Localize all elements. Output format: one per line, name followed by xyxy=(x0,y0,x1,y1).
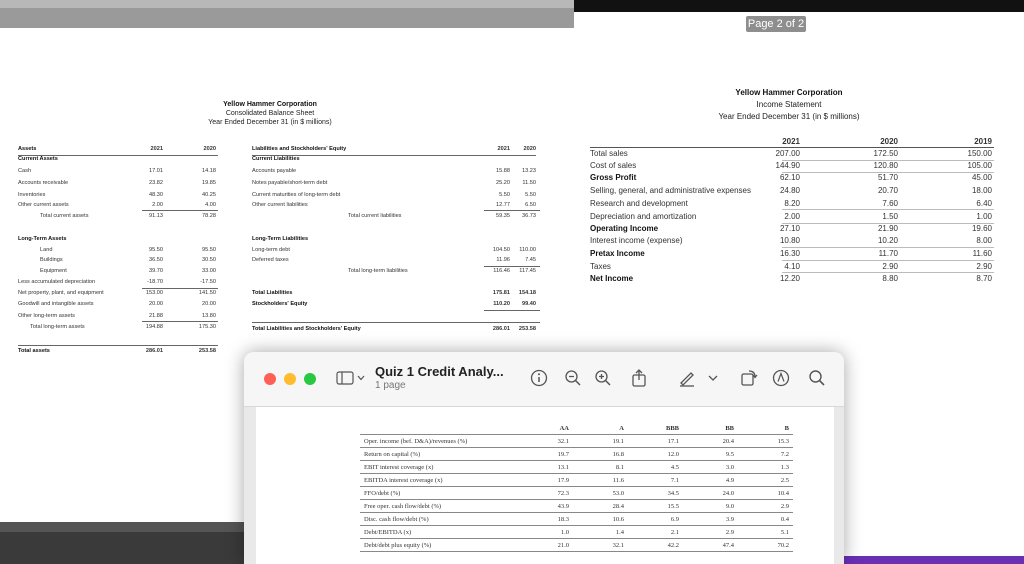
ratio-value: 34.5 xyxy=(628,487,683,500)
ratio-value: 18.3 xyxy=(518,513,573,526)
rule-line xyxy=(782,260,994,261)
is-row-label: Gross Profit xyxy=(590,173,637,182)
rule-line xyxy=(782,160,994,161)
page-indicator-badge: Page 2 of 2 xyxy=(747,18,805,30)
rating-header-b: B xyxy=(738,422,793,435)
rotate-icon xyxy=(739,368,759,388)
zoom-in-icon xyxy=(594,369,612,387)
total-assets-label: Total assets xyxy=(18,348,50,354)
ratio-label: Debt/debt plus equity (%) xyxy=(360,539,518,552)
long-term-asset-label: Other long-term assets xyxy=(18,313,75,319)
current-asset-2020: 14.18 xyxy=(202,168,216,174)
rule-line xyxy=(142,210,218,211)
dock-strip xyxy=(838,556,1024,564)
ratio-value: 11.6 xyxy=(573,474,628,487)
table-row xyxy=(360,474,793,487)
zoom-out-button[interactable] xyxy=(562,367,584,389)
long-term-asset-2021: 194.88 xyxy=(145,324,163,330)
total-long-term-liabilities-2020: 117.45 xyxy=(519,268,536,274)
document-page-count: 1 page xyxy=(375,380,406,391)
ratio-value: 1.0 xyxy=(518,526,573,539)
is-title xyxy=(694,87,884,123)
rule-line xyxy=(782,172,994,173)
ratio-value: 2.9 xyxy=(738,500,793,513)
current-asset-2020: 78.28 xyxy=(202,213,216,219)
rotate-button[interactable] xyxy=(738,367,760,389)
ratio-value: 4.5 xyxy=(628,461,683,474)
minimize-window-button[interactable] xyxy=(284,373,296,385)
ratio-value: 7.2 xyxy=(738,448,793,461)
ratio-value: 28.4 xyxy=(573,500,628,513)
is-company: Yellow Hammer Corporation xyxy=(735,88,843,97)
is-row-value: 27.10 xyxy=(779,224,800,233)
is-row-label: Operating Income xyxy=(590,224,659,233)
table-row xyxy=(360,461,793,474)
liabilities-header: Liabilities and Stockholders' Equity xyxy=(252,146,347,152)
rule-line xyxy=(782,223,994,224)
zoom-out-icon xyxy=(564,369,582,387)
document-page xyxy=(256,407,834,564)
is-row-label: Selling, general, and administrative expenses xyxy=(590,186,751,195)
ratio-value: 43.9 xyxy=(518,500,573,513)
close-window-button[interactable] xyxy=(264,373,276,385)
is-row-value: 16.30 xyxy=(779,249,800,258)
long-term-asset-label: Equipment xyxy=(40,268,67,274)
ratio-label: FFO/debt (%) xyxy=(360,487,518,500)
is-row-label: Research and development xyxy=(590,199,688,208)
total-assets-2021: 286.01 xyxy=(145,348,163,354)
ratio-value: 1.3 xyxy=(738,461,793,474)
long-term-liability-2021: 11.96 xyxy=(496,257,510,263)
is-row-value: 8.70 xyxy=(976,274,992,283)
ratio-value: 16.8 xyxy=(573,448,628,461)
total-liabilities-equity-2020: 253.58 xyxy=(518,326,536,332)
long-term-asset-2021: 36.50 xyxy=(149,257,163,263)
is-row-label: Taxes xyxy=(590,262,611,271)
ratings-header-blank xyxy=(360,422,518,435)
long-term-asset-label: Total long-term assets xyxy=(30,324,85,330)
current-liability-label: Current maturities of long-term debt xyxy=(252,192,341,198)
table-row xyxy=(360,448,793,461)
preview-toolbar xyxy=(244,352,844,407)
is-year-header: 2021 xyxy=(782,137,800,146)
rating-header-aa: AA xyxy=(518,422,573,435)
ratio-value: 9.5 xyxy=(683,448,738,461)
ratio-value: 4.9 xyxy=(683,474,738,487)
ratio-value: 10.6 xyxy=(573,513,628,526)
is-row-value: 2.00 xyxy=(784,212,800,221)
current-liability-label: Notes payable/short-term debt xyxy=(252,180,328,186)
ratio-value: 47.4 xyxy=(683,539,738,552)
current-liability-label: Other current liabilities xyxy=(252,202,308,208)
is-row-value: 51.70 xyxy=(877,173,898,182)
current-asset-label: Cash xyxy=(18,168,32,174)
rating-header-bb: BB xyxy=(683,422,738,435)
bs-title xyxy=(190,100,350,127)
long-term-asset-2021: 39.70 xyxy=(149,268,163,274)
current-asset-label: Accounts receivable xyxy=(18,180,69,186)
preview-window[interactable] xyxy=(244,352,844,564)
total-liabilities-2021: 175.81 xyxy=(492,290,510,296)
table-row xyxy=(360,539,793,552)
is-row-value: 144.90 xyxy=(775,161,800,170)
ratio-value: 70.2 xyxy=(738,539,793,552)
total-current-liabilities-2020: 36.73 xyxy=(522,213,536,219)
long-term-liability-label: Deferred taxes xyxy=(252,257,289,263)
bs-statement-name: Consolidated Balance Sheet xyxy=(225,110,315,117)
assets-year-2021: 2021 xyxy=(150,146,163,152)
is-row-value: 10.20 xyxy=(877,236,898,245)
long-term-liability-label: Long-term debt xyxy=(252,247,290,253)
highlight-button[interactable] xyxy=(770,367,792,389)
table-row xyxy=(360,513,793,526)
total-current-liabilities-label: Total current liabilities xyxy=(348,213,402,219)
ratio-label: EBITDA interest coverage (x) xyxy=(360,474,518,487)
current-liability-2020: 11.50 xyxy=(522,180,536,186)
table-row xyxy=(360,500,793,513)
current-assets-label: Current Assets xyxy=(18,156,58,162)
total-liabilities-label: Total Liabilities xyxy=(252,290,293,296)
current-asset-2021: 2.00 xyxy=(152,202,163,208)
ratio-value: 32.1 xyxy=(518,435,573,448)
ratio-label: Disc. cash flow/debt (%) xyxy=(360,513,518,526)
is-row-label: Pretax Income xyxy=(590,249,645,258)
is-row-value: 45.00 xyxy=(971,173,992,182)
search-icon xyxy=(808,369,826,387)
current-asset-2020: 19.85 xyxy=(202,180,216,186)
ratio-value: 5.1 xyxy=(738,526,793,539)
info-button[interactable] xyxy=(528,367,550,389)
ratio-value: 32.1 xyxy=(573,539,628,552)
rule-line xyxy=(782,272,994,273)
ratio-value: 15.3 xyxy=(738,435,793,448)
is-row-value: 20.70 xyxy=(877,186,898,195)
ratio-value: 12.0 xyxy=(628,448,683,461)
long-term-asset-2020: 141.50 xyxy=(198,290,216,296)
is-row-value: 21.90 xyxy=(877,224,898,233)
ratio-value: 7.1 xyxy=(628,474,683,487)
liab-year-2020: 2020 xyxy=(523,146,536,152)
rule-line xyxy=(142,321,218,322)
document-viewport[interactable] xyxy=(244,407,844,564)
window-top-bar xyxy=(574,0,1024,12)
is-row-value: 172.50 xyxy=(873,149,898,158)
ratio-value: 53.0 xyxy=(573,487,628,500)
current-asset-label: Inventories xyxy=(18,192,46,198)
ratio-value: 19.7 xyxy=(518,448,573,461)
rule-line xyxy=(18,345,218,346)
ratio-value: 17.1 xyxy=(628,435,683,448)
current-asset-2021: 17.01 xyxy=(149,168,163,174)
total-long-term-liabilities-label: Total long-term liabilities xyxy=(348,268,408,274)
markup-button[interactable] xyxy=(676,367,698,389)
long-term-asset-2021: -18.70 xyxy=(147,279,163,285)
ratio-value: 2.9 xyxy=(683,526,738,539)
is-row-value: 120.80 xyxy=(873,161,898,170)
long-term-asset-2020: 175.30 xyxy=(198,324,216,330)
is-row-value: 11.60 xyxy=(972,249,992,258)
ratio-value: 42.2 xyxy=(628,539,683,552)
ratio-value: 0.4 xyxy=(738,513,793,526)
ratio-label: Return on capital (%) xyxy=(360,448,518,461)
search-button[interactable] xyxy=(806,367,828,389)
current-liability-2020: 13.23 xyxy=(522,168,536,174)
stockholders-equity-label: Stockholders' Equity xyxy=(252,301,308,307)
markup-options-button[interactable] xyxy=(706,367,720,389)
current-asset-2020: 40.25 xyxy=(202,192,216,198)
ratio-value: 10.4 xyxy=(738,487,793,500)
share-button[interactable] xyxy=(628,367,650,389)
current-asset-2021: 23.82 xyxy=(149,180,163,186)
is-row-label: Interest income (expense) xyxy=(590,236,683,245)
is-row-label: Total sales xyxy=(590,149,628,158)
stockholders-equity-2020: 99.40 xyxy=(522,301,536,307)
share-icon xyxy=(630,368,648,388)
rule-line xyxy=(782,209,994,210)
ratings-body xyxy=(360,435,793,552)
ratio-value: 3.0 xyxy=(683,461,738,474)
current-liability-2020: 5.50 xyxy=(525,192,536,198)
assets-header: Assets xyxy=(18,146,37,152)
zoom-in-button[interactable] xyxy=(592,367,614,389)
is-row-value: 4.10 xyxy=(784,262,800,271)
liab-year-2021: 2021 xyxy=(497,146,510,152)
sidebar-toggle-button[interactable] xyxy=(334,367,368,389)
is-statement-name: Income Statement xyxy=(756,100,822,109)
total-liabilities-equity-2021: 286.01 xyxy=(492,326,510,332)
ratings-table xyxy=(360,422,793,552)
current-liability-2021: 15.88 xyxy=(496,168,510,174)
is-row-value: 10.80 xyxy=(779,236,800,245)
bs-period: Year Ended December 31 (in $ millions) xyxy=(208,119,332,126)
rule-line xyxy=(252,322,540,323)
is-row-value: 2.90 xyxy=(976,262,992,271)
ratio-value: 9.0 xyxy=(683,500,738,513)
is-row-label: Cost of sales xyxy=(590,161,637,170)
stockholders-equity-2021: 110.20 xyxy=(493,301,510,307)
current-liability-2021: 12.77 xyxy=(496,202,510,208)
current-asset-2021: 91.13 xyxy=(149,213,163,219)
is-period: Year Ended December 31 (in $ millions) xyxy=(718,112,860,121)
rule-line xyxy=(590,147,994,148)
rating-header-bbb: BBB xyxy=(628,422,683,435)
is-row-value: 150.00 xyxy=(967,149,992,158)
long-term-asset-label: Buildings xyxy=(40,257,63,263)
info-icon xyxy=(530,369,548,387)
ratio-value: 8.1 xyxy=(573,461,628,474)
rule-line xyxy=(782,247,994,248)
is-row-value: 11.70 xyxy=(878,249,898,258)
is-row-label: Depreciation and amortization xyxy=(590,212,697,221)
rule-line xyxy=(484,266,540,267)
total-liabilities-2020: 154.18 xyxy=(518,290,536,296)
long-term-asset-2021: 21.88 xyxy=(149,313,163,319)
rule-line xyxy=(484,310,540,311)
ratio-label: Free oper. cash flow/debt (%) xyxy=(360,500,518,513)
long-term-asset-2020: 13.80 xyxy=(202,313,216,319)
current-asset-label: Total current assets xyxy=(40,213,89,219)
sidebar-icon xyxy=(336,371,366,385)
long-term-asset-label: Land xyxy=(40,247,53,253)
long-term-asset-label: Less accumulated depreciation xyxy=(18,279,96,285)
table-row xyxy=(360,526,793,539)
long-term-liability-2020: 110.00 xyxy=(519,247,536,253)
long-term-assets-label: Long-Term Assets xyxy=(18,236,67,242)
long-term-asset-2020: -17.50 xyxy=(200,279,216,285)
ratio-value: 6.9 xyxy=(628,513,683,526)
long-term-asset-2021: 20.00 xyxy=(149,301,163,307)
long-term-asset-label: Net property, plant, and equipment xyxy=(18,290,104,296)
is-row-value: 1.00 xyxy=(976,212,992,221)
ratio-value: 2.1 xyxy=(628,526,683,539)
table-row xyxy=(360,487,793,500)
document-title: Quiz 1 Credit Analy... xyxy=(375,364,504,379)
bs-company: Yellow Hammer Corporation xyxy=(223,101,317,108)
long-term-asset-2021: 153.00 xyxy=(145,290,163,296)
current-asset-2020: 4.00 xyxy=(205,202,216,208)
long-term-asset-2020: 20.00 xyxy=(202,301,216,307)
is-row-value: 19.60 xyxy=(971,224,992,233)
is-row-value: 105.00 xyxy=(967,161,992,170)
long-term-liabilities-label: Long-Term Liabilities xyxy=(252,236,309,242)
long-term-liability-2020: 7.45 xyxy=(525,257,536,263)
is-row-value: 8.20 xyxy=(784,199,800,208)
long-term-asset-2021: 95.50 xyxy=(149,247,163,253)
zoom-window-button[interactable] xyxy=(304,373,316,385)
ratio-value: 2.5 xyxy=(738,474,793,487)
current-asset-label: Other current assets xyxy=(18,202,69,208)
current-liability-2020: 6.50 xyxy=(525,202,536,208)
ratio-value: 20.4 xyxy=(683,435,738,448)
is-row-value: 1.50 xyxy=(882,212,898,221)
table-row xyxy=(360,435,793,448)
ratings-header-row xyxy=(360,422,793,435)
is-row-value: 18.00 xyxy=(971,186,992,195)
ratio-value: 24.0 xyxy=(683,487,738,500)
current-asset-2021: 48.30 xyxy=(149,192,163,198)
is-row-value: 7.60 xyxy=(882,199,898,208)
ratio-value: 1.4 xyxy=(573,526,628,539)
total-long-term-liabilities-2021: 116.46 xyxy=(493,268,510,274)
markup-pen-icon xyxy=(677,368,697,388)
is-row-value: 207.00 xyxy=(775,149,800,158)
assets-year-2020: 2020 xyxy=(203,146,216,152)
is-row-value: 62.10 xyxy=(779,173,800,182)
is-row-value: 8.80 xyxy=(882,274,898,283)
total-current-liabilities-2021: 59.35 xyxy=(496,213,510,219)
is-row-value: 12.20 xyxy=(779,274,800,283)
ratio-value: 17.9 xyxy=(518,474,573,487)
ratio-value: 15.5 xyxy=(628,500,683,513)
is-row-value: 6.40 xyxy=(976,199,992,208)
chevron-down-icon xyxy=(708,374,718,382)
long-term-asset-2020: 95.50 xyxy=(202,247,216,253)
current-liability-2021: 25.20 xyxy=(496,180,510,186)
long-term-asset-2020: 33.00 xyxy=(202,268,216,274)
long-term-asset-label: Goodwill and intangible assets xyxy=(18,301,94,307)
is-row-value: 8.00 xyxy=(976,236,992,245)
ratio-label: Debt/EBITDA (x) xyxy=(360,526,518,539)
ratio-value: 3.9 xyxy=(683,513,738,526)
is-year-header: 2019 xyxy=(974,137,992,146)
rule-line xyxy=(142,288,218,289)
rule-line xyxy=(484,210,540,211)
is-row-value: 2.90 xyxy=(882,262,898,271)
is-row-label: Net Income xyxy=(590,274,634,283)
is-year-header: 2020 xyxy=(880,137,898,146)
total-liabilities-equity-label: Total Liabilities and Stockholders' Equity xyxy=(252,326,361,332)
window-top-edge xyxy=(0,0,574,8)
current-liabilities-label: Current Liabilities xyxy=(252,156,300,162)
current-liability-2021: 5.50 xyxy=(499,192,510,198)
long-term-asset-2020: 30.50 xyxy=(202,257,216,263)
ratio-value: 19.1 xyxy=(573,435,628,448)
total-assets-2020: 253.58 xyxy=(198,348,216,354)
ratio-label: Oper. income (bef. D&A)/revenues (%) xyxy=(360,435,518,448)
current-liability-label: Accounts payable xyxy=(252,168,297,174)
pen-circle-icon xyxy=(772,369,790,387)
ratio-label: EBIT interest coverage (x) xyxy=(360,461,518,474)
ratio-value: 13.1 xyxy=(518,461,573,474)
ratio-value: 21.0 xyxy=(518,539,573,552)
is-row-value: 24.80 xyxy=(779,186,800,195)
long-term-liability-2021: 104.50 xyxy=(492,247,510,253)
ratio-value: 72.3 xyxy=(518,487,573,500)
rating-header-a: A xyxy=(573,422,628,435)
